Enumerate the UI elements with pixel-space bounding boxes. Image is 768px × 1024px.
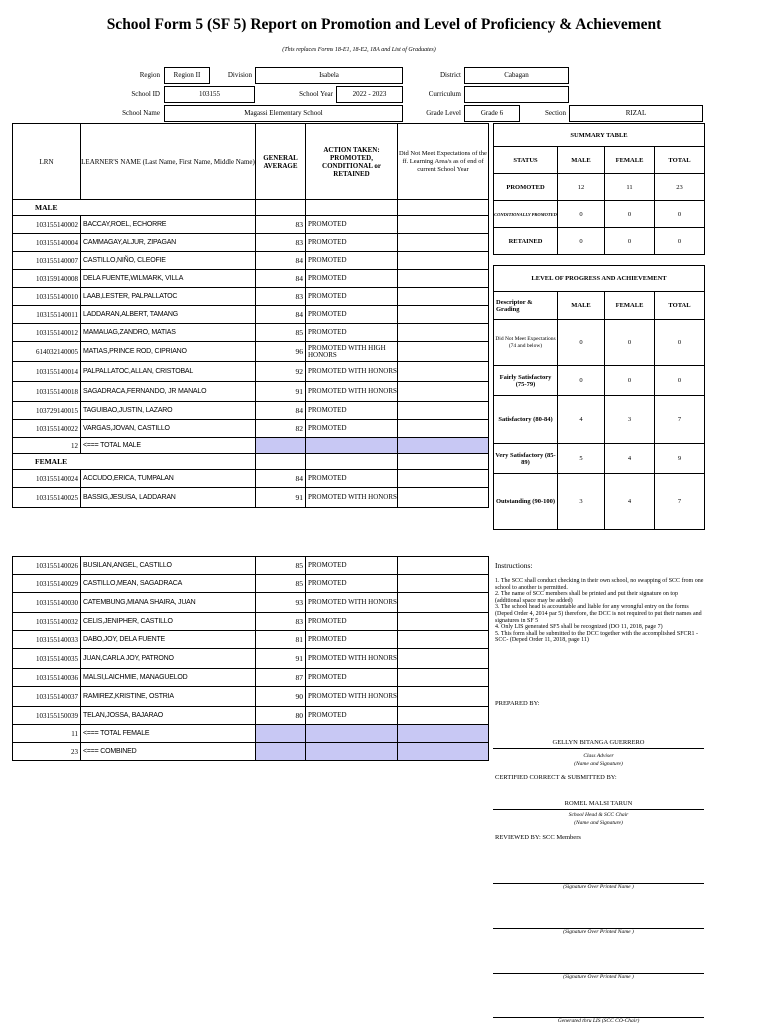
summary-header-male: MALE <box>558 147 605 174</box>
general-average: 90 <box>256 687 306 707</box>
learner-lrn: 103155140007 <box>13 252 81 270</box>
general-average: 91 <box>256 649 306 669</box>
learner-lrn: 103155140025 <box>13 488 81 508</box>
form-subtitle: (This replaces Forms 18-E1, 18-E2, 18A and List of Graduates) <box>282 47 436 53</box>
not-meet-expectations <box>398 575 489 593</box>
progress-male: 0 <box>558 366 605 396</box>
female-rows-part1 <box>13 470 489 508</box>
district-label: District <box>440 71 461 79</box>
table-row <box>13 234 489 252</box>
learner-name: BACCAY,ROEL, ECHORRE <box>81 216 256 234</box>
general-average: 83 <box>256 613 306 631</box>
learner-lrn: 103729140015 <box>13 402 81 420</box>
scc-signature-caption-2: (Signature Over Printed Name ) <box>563 929 634 935</box>
table-row <box>13 669 489 687</box>
total-female-count: 11 <box>13 725 81 743</box>
action-taken: PROMOTED WITH HONORS <box>306 593 398 613</box>
progress-male: 3 <box>558 474 605 530</box>
learner-name: DELA FUENTE,WILMARK, VILLA <box>81 270 256 288</box>
progress-female: 0 <box>605 320 655 366</box>
learner-name: MAMAUAG,ZANDRO, MATIAS <box>81 324 256 342</box>
not-meet-expectations <box>398 557 489 575</box>
not-meet-expectations <box>398 687 489 707</box>
progress-row <box>494 366 705 396</box>
section-label: Section <box>545 109 566 117</box>
progress-row <box>494 474 705 530</box>
col-name-header: LEARNER'S NAME (Last Name, First Name, Middle Name) <box>81 124 256 200</box>
action-taken: PROMOTED WITH HONORS <box>306 687 398 707</box>
district-value: Cabagan <box>464 67 569 84</box>
action-taken: PROMOTED <box>306 613 398 631</box>
learner-name: MATIAS,PRINCE ROD, CIPRIANO <box>81 342 256 362</box>
not-meet-expectations <box>398 288 489 306</box>
action-taken: PROMOTED <box>306 288 398 306</box>
region-label: Region <box>139 71 160 79</box>
head-sub: (Name and Signature) <box>574 820 623 826</box>
combined-count: 23 <box>13 743 81 761</box>
progress-header-female: FEMALE <box>605 292 655 320</box>
table-row <box>13 324 489 342</box>
table-row <box>13 707 489 725</box>
learner-name: ACCUDO,ERICA, TUMPALAN <box>81 470 256 488</box>
table-row <box>13 362 489 382</box>
learner-name: TAGUIBAO,JUSTIN, LAZARO <box>81 402 256 420</box>
not-meet-expectations <box>398 234 489 252</box>
learner-lrn: 103155140002 <box>13 216 81 234</box>
summary-status: PROMOTED <box>494 174 558 201</box>
table-row <box>13 470 489 488</box>
learner-name: DABO,JOY, DELA FUENTE <box>81 631 256 649</box>
general-average: 84 <box>256 470 306 488</box>
not-meet-expectations <box>398 593 489 613</box>
not-meet-expectations <box>398 631 489 649</box>
progress-row <box>494 444 705 474</box>
learner-lrn: 103155140037 <box>13 687 81 707</box>
learner-name: VARGAS,JOVAN, CASTILLO <box>81 420 256 438</box>
instructions-list <box>495 578 705 644</box>
summary-male: 12 <box>558 174 605 201</box>
learners-table-part1 <box>12 123 489 508</box>
learner-name: PALPALLATOC,ALLAN, CRISTOBAL <box>81 362 256 382</box>
progress-descriptor: Outstanding (90-100) <box>494 474 558 530</box>
action-taken: PROMOTED <box>306 252 398 270</box>
action-taken: PROMOTED WITH HONORS <box>306 649 398 669</box>
summary-title: SUMMARY TABLE <box>494 124 705 147</box>
summary-status: RETAINED <box>494 228 558 255</box>
school-year-label: School Year <box>299 90 333 98</box>
grade-level-value: Grade 6 <box>464 105 520 122</box>
learner-lrn: 103155140014 <box>13 362 81 382</box>
learner-name: CATEMBUNG,MIANA SHAIRA, JUAN <box>81 593 256 613</box>
general-average: 92 <box>256 362 306 382</box>
table-row <box>13 488 489 508</box>
learner-lrn: 103155140032 <box>13 613 81 631</box>
progress-descriptor: Very Satisfactory (85-89) <box>494 444 558 474</box>
progress-header-male: MALE <box>558 292 605 320</box>
general-average: 93 <box>256 593 306 613</box>
general-average: 83 <box>256 216 306 234</box>
learner-name: TELAN,JOSSA, BAJARAO <box>81 707 256 725</box>
total-male-count: 12 <box>13 438 81 454</box>
not-meet-expectations <box>398 324 489 342</box>
section-value: RIZAL <box>569 105 703 122</box>
curriculum-value <box>464 86 569 103</box>
action-taken: PROMOTED <box>306 270 398 288</box>
general-average: 85 <box>256 575 306 593</box>
table-row <box>13 557 489 575</box>
action-taken: PROMOTED <box>306 557 398 575</box>
total-male-label: <=== TOTAL MALE <box>81 438 256 454</box>
action-taken: PROMOTED WITH HONORS <box>306 382 398 402</box>
not-meet-expectations <box>398 420 489 438</box>
learner-lrn: 103155140036 <box>13 669 81 687</box>
curriculum-label: Curriculum <box>428 90 461 98</box>
general-average: 84 <box>256 252 306 270</box>
table-row <box>13 420 489 438</box>
progress-male: 0 <box>558 320 605 366</box>
learner-lrn: 103155140018 <box>13 382 81 402</box>
learner-lrn: 103155140033 <box>13 631 81 649</box>
summary-row <box>494 174 705 201</box>
action-taken: PROMOTED <box>306 631 398 649</box>
not-meet-expectations <box>398 382 489 402</box>
not-meet-expectations <box>398 342 489 362</box>
division-label: Division <box>227 71 252 79</box>
general-average: 84 <box>256 402 306 420</box>
learner-lrn: 103155140026 <box>13 557 81 575</box>
table-row <box>13 613 489 631</box>
progress-total: 9 <box>655 444 705 474</box>
school-name-label: School Name <box>122 109 160 117</box>
progress-female: 3 <box>605 396 655 444</box>
learner-lrn: 103159140008 <box>13 270 81 288</box>
generated-caption: Generated thru LIS (SCC CO-Chair) <box>557 1018 640 1024</box>
table-row <box>13 402 489 420</box>
summary-table <box>493 123 705 255</box>
summary-male: 0 <box>558 228 605 255</box>
general-average: 84 <box>256 306 306 324</box>
action-taken: PROMOTED <box>306 402 398 420</box>
school-year-value: 2022 - 2023 <box>336 86 403 103</box>
not-meet-expectations <box>398 669 489 687</box>
col-notmeet-header: Did Not Meet Expectations of the ff. Learning Area/s as of end of current School Year <box>398 124 489 200</box>
summary-total: 0 <box>655 201 705 228</box>
learner-lrn: 103155150039 <box>13 707 81 725</box>
head-role: School Head & SCC Chair <box>568 812 629 818</box>
learner-lrn: 103155140024 <box>13 470 81 488</box>
head-signature-line <box>493 809 704 810</box>
not-meet-expectations <box>398 649 489 669</box>
learner-lrn: 103155140004 <box>13 234 81 252</box>
not-meet-expectations <box>398 306 489 324</box>
division-value: Isabela <box>255 67 403 84</box>
table-row <box>13 687 489 707</box>
general-average: 91 <box>256 382 306 402</box>
general-average: 82 <box>256 420 306 438</box>
school-id-label: School ID <box>131 90 160 98</box>
form-title: School Form 5 (SF 5) Report on Promotion and Level of Proficiency & Achievement <box>106 16 662 33</box>
action-taken: PROMOTED <box>306 234 398 252</box>
table-row <box>13 270 489 288</box>
school-name-value: Magassi Elementary School <box>164 105 403 122</box>
table-row <box>13 631 489 649</box>
col-average-header: GENERAL AVERAGE <box>256 124 306 200</box>
learner-name: RAMIREZ,KRISTINE, OSTRIA <box>81 687 256 707</box>
progress-title: LEVEL OF PROGRESS AND ACHIEVEMENT <box>494 266 705 292</box>
not-meet-expectations <box>398 488 489 508</box>
progress-total: 0 <box>655 366 705 396</box>
adviser-name: GELLYN BITANGA GUERRERO <box>552 739 645 746</box>
learner-name: SAGADRACA,FERNANDO, JR MANALO <box>81 382 256 402</box>
col-action-header: ACTION TAKEN: PROMOTED, CONDITIONAL or RETAINED <box>306 124 398 200</box>
progress-header-desc: Descriptor & Grading <box>494 292 558 320</box>
learner-name: BASSIG,JESUSA, LADDARAN <box>81 488 256 508</box>
summary-status: CONDITIONALLY PROMOTED <box>494 201 558 228</box>
general-average: 85 <box>256 557 306 575</box>
progress-total: 0 <box>655 320 705 366</box>
progress-table <box>493 265 705 530</box>
general-average: 81 <box>256 631 306 649</box>
female-section-label: FEMALE <box>13 454 256 470</box>
learner-name: CASTILLO,MEAN, SAGADRACA <box>81 575 256 593</box>
not-meet-expectations <box>398 470 489 488</box>
male-section-label: MALE <box>13 200 256 216</box>
progress-female: 4 <box>605 444 655 474</box>
summary-female: 11 <box>605 174 655 201</box>
general-average: 87 <box>256 669 306 687</box>
table-row <box>13 593 489 613</box>
general-average: 91 <box>256 488 306 508</box>
male-rows <box>13 216 489 438</box>
table-row <box>13 649 489 669</box>
instruction-item: 1. The SCC shall conduct checking in their own school, no swapping of SCC from one school to another is permitted. <box>495 578 704 591</box>
table-row <box>13 575 489 593</box>
action-taken: PROMOTED WITH HONORS <box>306 362 398 382</box>
summary-header-status: STATUS <box>494 147 558 174</box>
not-meet-expectations <box>398 252 489 270</box>
summary-female: 0 <box>605 201 655 228</box>
progress-female: 4 <box>605 474 655 530</box>
action-taken: PROMOTED <box>306 575 398 593</box>
instruction-item: 3. The school head is accountable and liable for any wrongful entry on the forms (Deped Order 4, 2014 par 5) therefore, the DCC is not required to put their names and signatures in SF 5 <box>495 604 702 624</box>
adviser-role: Class Adviser <box>583 753 614 759</box>
action-taken: PROMOTED <box>306 324 398 342</box>
region-value: Region II <box>164 67 210 84</box>
instruction-item: 2. The name of SCC members shall be printed and put their signature on top (additional space may be added) <box>495 591 679 604</box>
action-taken: PROMOTED <box>306 470 398 488</box>
action-taken: PROMOTED <box>306 669 398 687</box>
summary-row <box>494 201 705 228</box>
learner-lrn: 103155140010 <box>13 288 81 306</box>
table-row <box>13 342 489 362</box>
not-meet-expectations <box>398 216 489 234</box>
not-meet-expectations <box>398 362 489 382</box>
general-average: 96 <box>256 342 306 362</box>
female-rows-part2 <box>13 557 489 725</box>
total-female-label: <=== TOTAL FEMALE <box>81 725 256 743</box>
summary-male: 0 <box>558 201 605 228</box>
table-row <box>13 288 489 306</box>
not-meet-expectations <box>398 613 489 631</box>
instruction-item: 5. This form shall be submitted to the DCC together with the accomplished SFCR1 - SCC- (Deped Order 11, 2018, page 11) <box>495 630 699 644</box>
progress-total: 7 <box>655 474 705 530</box>
reviewed-label: REVIEWED BY: SCC Members <box>495 834 581 841</box>
learner-lrn: 103155140011 <box>13 306 81 324</box>
table-row <box>13 216 489 234</box>
learner-name: JUAN,CARLA JOY, PATRONO <box>81 649 256 669</box>
progress-row <box>494 396 705 444</box>
progress-header-total: TOTAL <box>655 292 705 320</box>
general-average: 80 <box>256 707 306 725</box>
learner-name: MALSI,LAICHMIE, MANAGUELOD <box>81 669 256 687</box>
progress-male: 5 <box>558 444 605 474</box>
learners-table-part2 <box>12 556 489 761</box>
general-average: 83 <box>256 234 306 252</box>
not-meet-expectations <box>398 270 489 288</box>
learner-lrn: 103155140012 <box>13 324 81 342</box>
general-average: 83 <box>256 288 306 306</box>
table-row <box>13 252 489 270</box>
not-meet-expectations <box>398 707 489 725</box>
summary-header-female: FEMALE <box>605 147 655 174</box>
progress-male: 4 <box>558 396 605 444</box>
learner-lrn: 103155140022 <box>13 420 81 438</box>
grade-level-label: Grade Level <box>426 109 461 117</box>
learner-name: CASTILLO,NIÑO, CLEOFIE <box>81 252 256 270</box>
learner-lrn: 103155140035 <box>13 649 81 669</box>
not-meet-expectations <box>398 402 489 420</box>
instructions-title: Instructions: <box>495 561 533 570</box>
school-id-value: 103155 <box>164 86 255 103</box>
action-taken: PROMOTED <box>306 306 398 324</box>
scc-signature-caption-1: (Signature Over Printed Name ) <box>563 884 634 890</box>
progress-rows <box>494 320 705 530</box>
learner-name: LAAB,LESTER, PALPALLATOC <box>81 288 256 306</box>
head-name: ROMEL MALSI TARUN <box>564 800 633 807</box>
col-lrn-header: LRN <box>13 124 81 200</box>
summary-total: 0 <box>655 228 705 255</box>
prepared-by-label: PREPARED BY: <box>495 700 540 707</box>
progress-descriptor: Did Not Meet Expectations (74 and below) <box>494 320 558 366</box>
action-taken: PROMOTED <box>306 420 398 438</box>
progress-descriptor: Satisfactory (80-84) <box>494 396 558 444</box>
learner-lrn: 103155140030 <box>13 593 81 613</box>
adviser-signature-line <box>493 748 704 749</box>
summary-female: 0 <box>605 228 655 255</box>
summary-header-total: TOTAL <box>655 147 705 174</box>
certified-label: CERTIFIED CORRECT & SUBMITTED BY: <box>495 774 617 781</box>
progress-descriptor: Fairly Satisfactory (75-79) <box>494 366 558 396</box>
action-taken: PROMOTED <box>306 707 398 725</box>
instruction-item: 4. Only LIS generated SF5 shall be recognized (DO 11, 2018, page 7) <box>495 624 663 631</box>
action-taken: PROMOTED <box>306 216 398 234</box>
table-row <box>13 306 489 324</box>
learner-lrn: 614032140005 <box>13 342 81 362</box>
action-taken: PROMOTED WITH HIGH HONORS <box>306 342 398 362</box>
scc-signature-caption-3: (Signature Over Printed Name ) <box>563 974 634 980</box>
learner-name: BUSILAN,ANGEL, CASTILLO <box>81 557 256 575</box>
learner-name: LADDARAN,ALBERT, TAMANG <box>81 306 256 324</box>
action-taken: PROMOTED WITH HONORS <box>306 488 398 508</box>
summary-rows <box>494 174 705 255</box>
progress-female: 0 <box>605 366 655 396</box>
learner-lrn: 103155140029 <box>13 575 81 593</box>
summary-total: 23 <box>655 174 705 201</box>
progress-row <box>494 320 705 366</box>
table-row <box>13 382 489 402</box>
combined-label: <=== COMBINED <box>81 743 256 761</box>
general-average: 84 <box>256 270 306 288</box>
learner-name: CAMMAGAY,ALJUR, ZIPAGAN <box>81 234 256 252</box>
learner-name: CELIS,JENIPHER, CASTILLO <box>81 613 256 631</box>
progress-total: 7 <box>655 396 705 444</box>
summary-row <box>494 228 705 255</box>
general-average: 85 <box>256 324 306 342</box>
adviser-sub: (Name and Signature) <box>574 761 623 767</box>
